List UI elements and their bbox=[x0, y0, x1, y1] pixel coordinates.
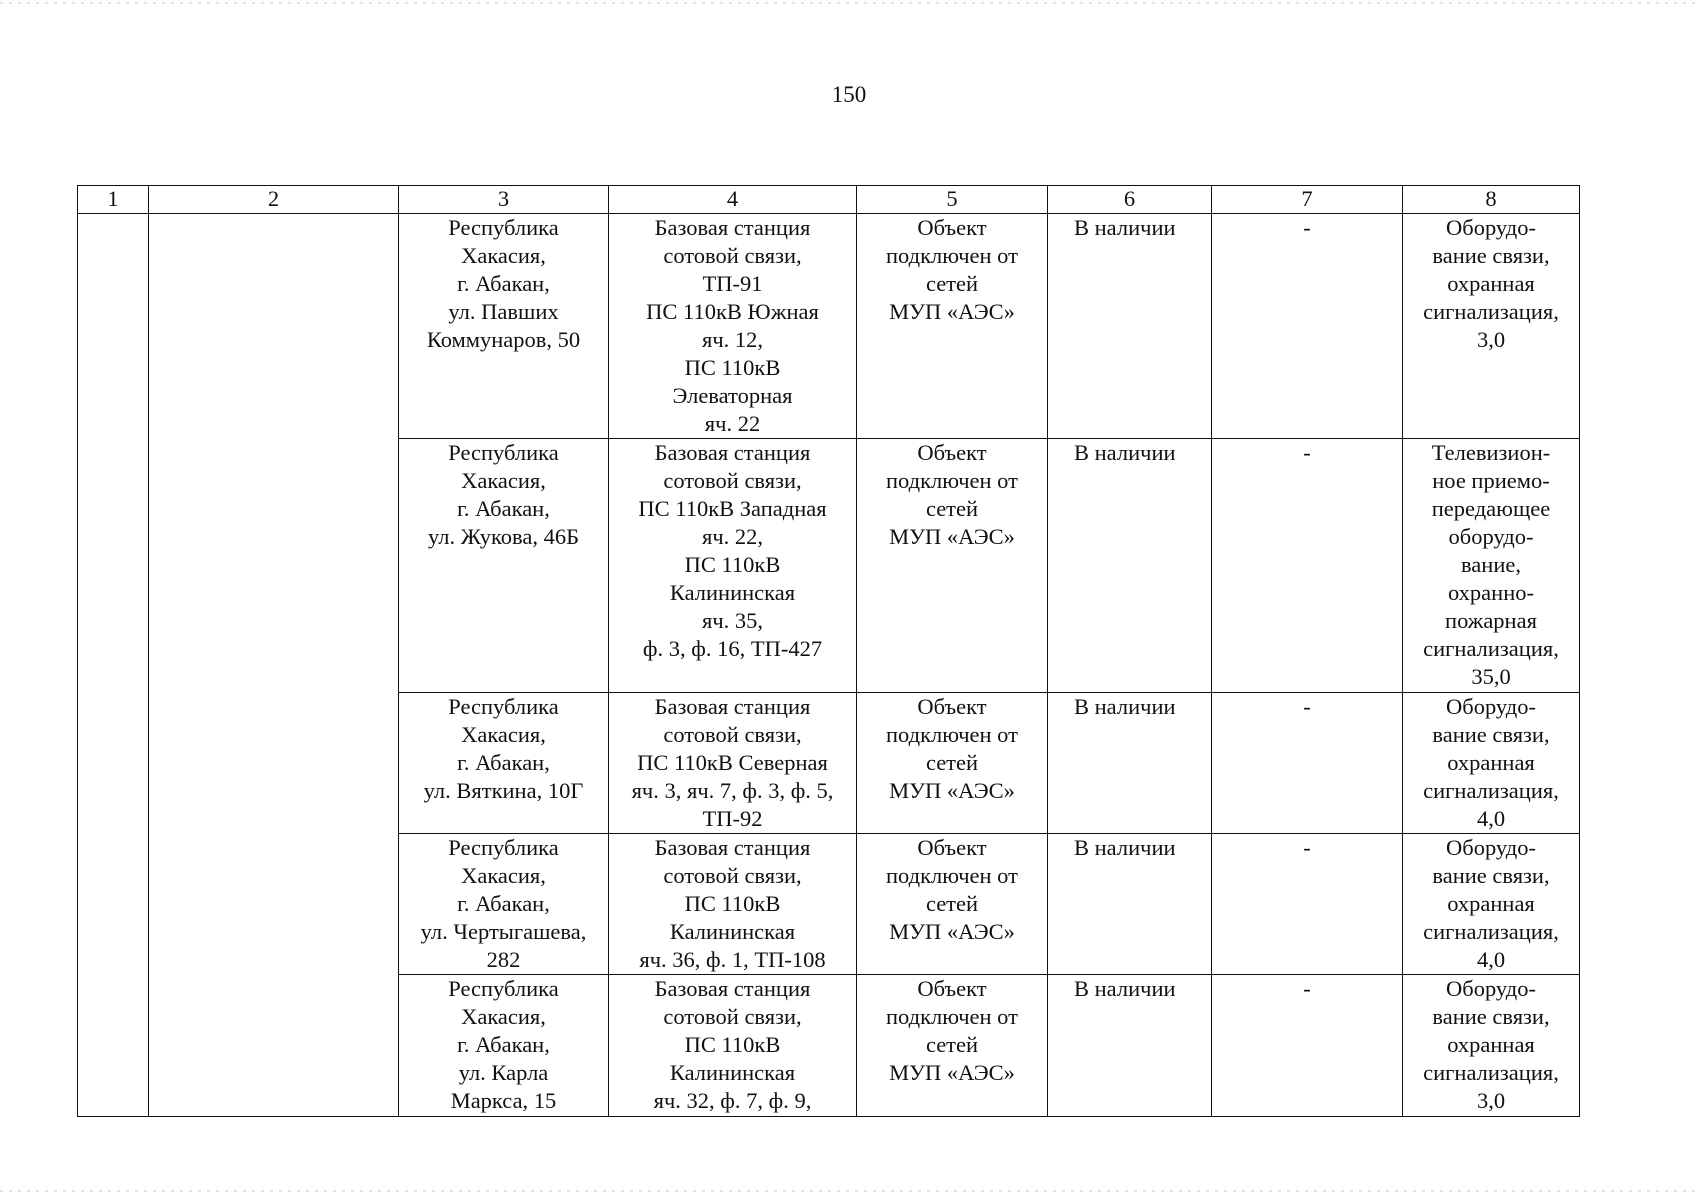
cell-connection: Базовая станция сотовой связи, ПС 110кВ Калининская яч. 32, ф. 7, ф. 9, bbox=[609, 975, 857, 1117]
cell-connection: Базовая станция сотовой связи, ТП-91 ПС 110кВ Южная яч. 12, ПС 110кВ Элеваторная яч. 22 bbox=[609, 214, 857, 439]
cell-col-7: - bbox=[1212, 975, 1403, 1117]
cell-equipment: Оборудо- вание связи, охранная сигнализация, 3,0 bbox=[1403, 975, 1580, 1117]
cell-equipment: Оборудо- вание связи, охранная сигнализация, 4,0 bbox=[1403, 834, 1580, 975]
cell-connection: Базовая станция сотовой связи, ПС 110кВ Калининская яч. 36, ф. 1, ТП-108 bbox=[609, 834, 857, 975]
scan-edge-top bbox=[0, 2, 1698, 4]
cell-status: В наличии bbox=[1048, 439, 1212, 693]
cell-status: В наличии bbox=[1048, 214, 1212, 439]
cell-col-2 bbox=[149, 214, 399, 1117]
column-header-1: 1 bbox=[78, 186, 149, 214]
column-header-2: 2 bbox=[149, 186, 399, 214]
column-header-5: 5 bbox=[857, 186, 1048, 214]
cell-address: Республика Хакасия, г. Абакан, ул. Вяткина, 10Г bbox=[399, 693, 609, 834]
cell-address: Республика Хакасия, г. Абакан, ул. Павших Коммунаров, 50 bbox=[399, 214, 609, 439]
cell-address: Республика Хакасия, г. Абакан, ул. Жукова, 46Б bbox=[399, 439, 609, 693]
cell-equipment: Телевизион- ное приемо- передающее оборудо- вание, охранно- пожарная сигнализация, 35,0 bbox=[1403, 439, 1580, 693]
cell-status: В наличии bbox=[1048, 834, 1212, 975]
cell-status: В наличии bbox=[1048, 975, 1212, 1117]
page-number: 150 bbox=[831, 82, 867, 107]
cell-connection: Базовая станция сотовой связи, ПС 110кВ Западная яч. 22, ПС 110кВ Калининская яч. 35, ф. 3, ф. 16, ТП-427 bbox=[609, 439, 857, 693]
column-header-4: 4 bbox=[609, 186, 857, 214]
cell-connection: Базовая станция сотовой связи, ПС 110кВ Северная яч. 3, яч. 7, ф. 3, ф. 5, ТП-92 bbox=[609, 693, 857, 834]
cell-supplier: Объект подключен от сетей МУП «АЭС» bbox=[857, 214, 1048, 439]
cell-supplier: Объект подключен от сетей МУП «АЭС» bbox=[857, 693, 1048, 834]
column-header-8: 8 bbox=[1403, 186, 1580, 214]
cell-address: Республика Хакасия, г. Абакан, ул. Карла Маркса, 15 bbox=[399, 975, 609, 1117]
column-header-7: 7 bbox=[1212, 186, 1403, 214]
cell-col-7: - bbox=[1212, 439, 1403, 693]
cell-col-7: - bbox=[1212, 834, 1403, 975]
cell-col-7: - bbox=[1212, 214, 1403, 439]
cell-col-1 bbox=[78, 214, 149, 1117]
cell-equipment: Оборудо- вание связи, охранная сигнализация, 4,0 bbox=[1403, 693, 1580, 834]
column-header-3: 3 bbox=[399, 186, 609, 214]
table-row bbox=[78, 214, 1580, 439]
document-table bbox=[77, 185, 1580, 1117]
cell-supplier: Объект подключен от сетей МУП «АЭС» bbox=[857, 975, 1048, 1117]
column-header-6: 6 bbox=[1048, 186, 1212, 214]
cell-col-7: - bbox=[1212, 693, 1403, 834]
cell-supplier: Объект подключен от сетей МУП «АЭС» bbox=[857, 834, 1048, 975]
cell-supplier: Объект подключен от сетей МУП «АЭС» bbox=[857, 439, 1048, 693]
scan-edge-bottom bbox=[0, 1190, 1698, 1192]
cell-status: В наличии bbox=[1048, 693, 1212, 834]
cell-address: Республика Хакасия, г. Абакан, ул. Чертыгашева, 282 bbox=[399, 834, 609, 975]
cell-equipment: Оборудо- вание связи, охранная сигнализация, 3,0 bbox=[1403, 214, 1580, 439]
column-number-row bbox=[78, 186, 1580, 214]
